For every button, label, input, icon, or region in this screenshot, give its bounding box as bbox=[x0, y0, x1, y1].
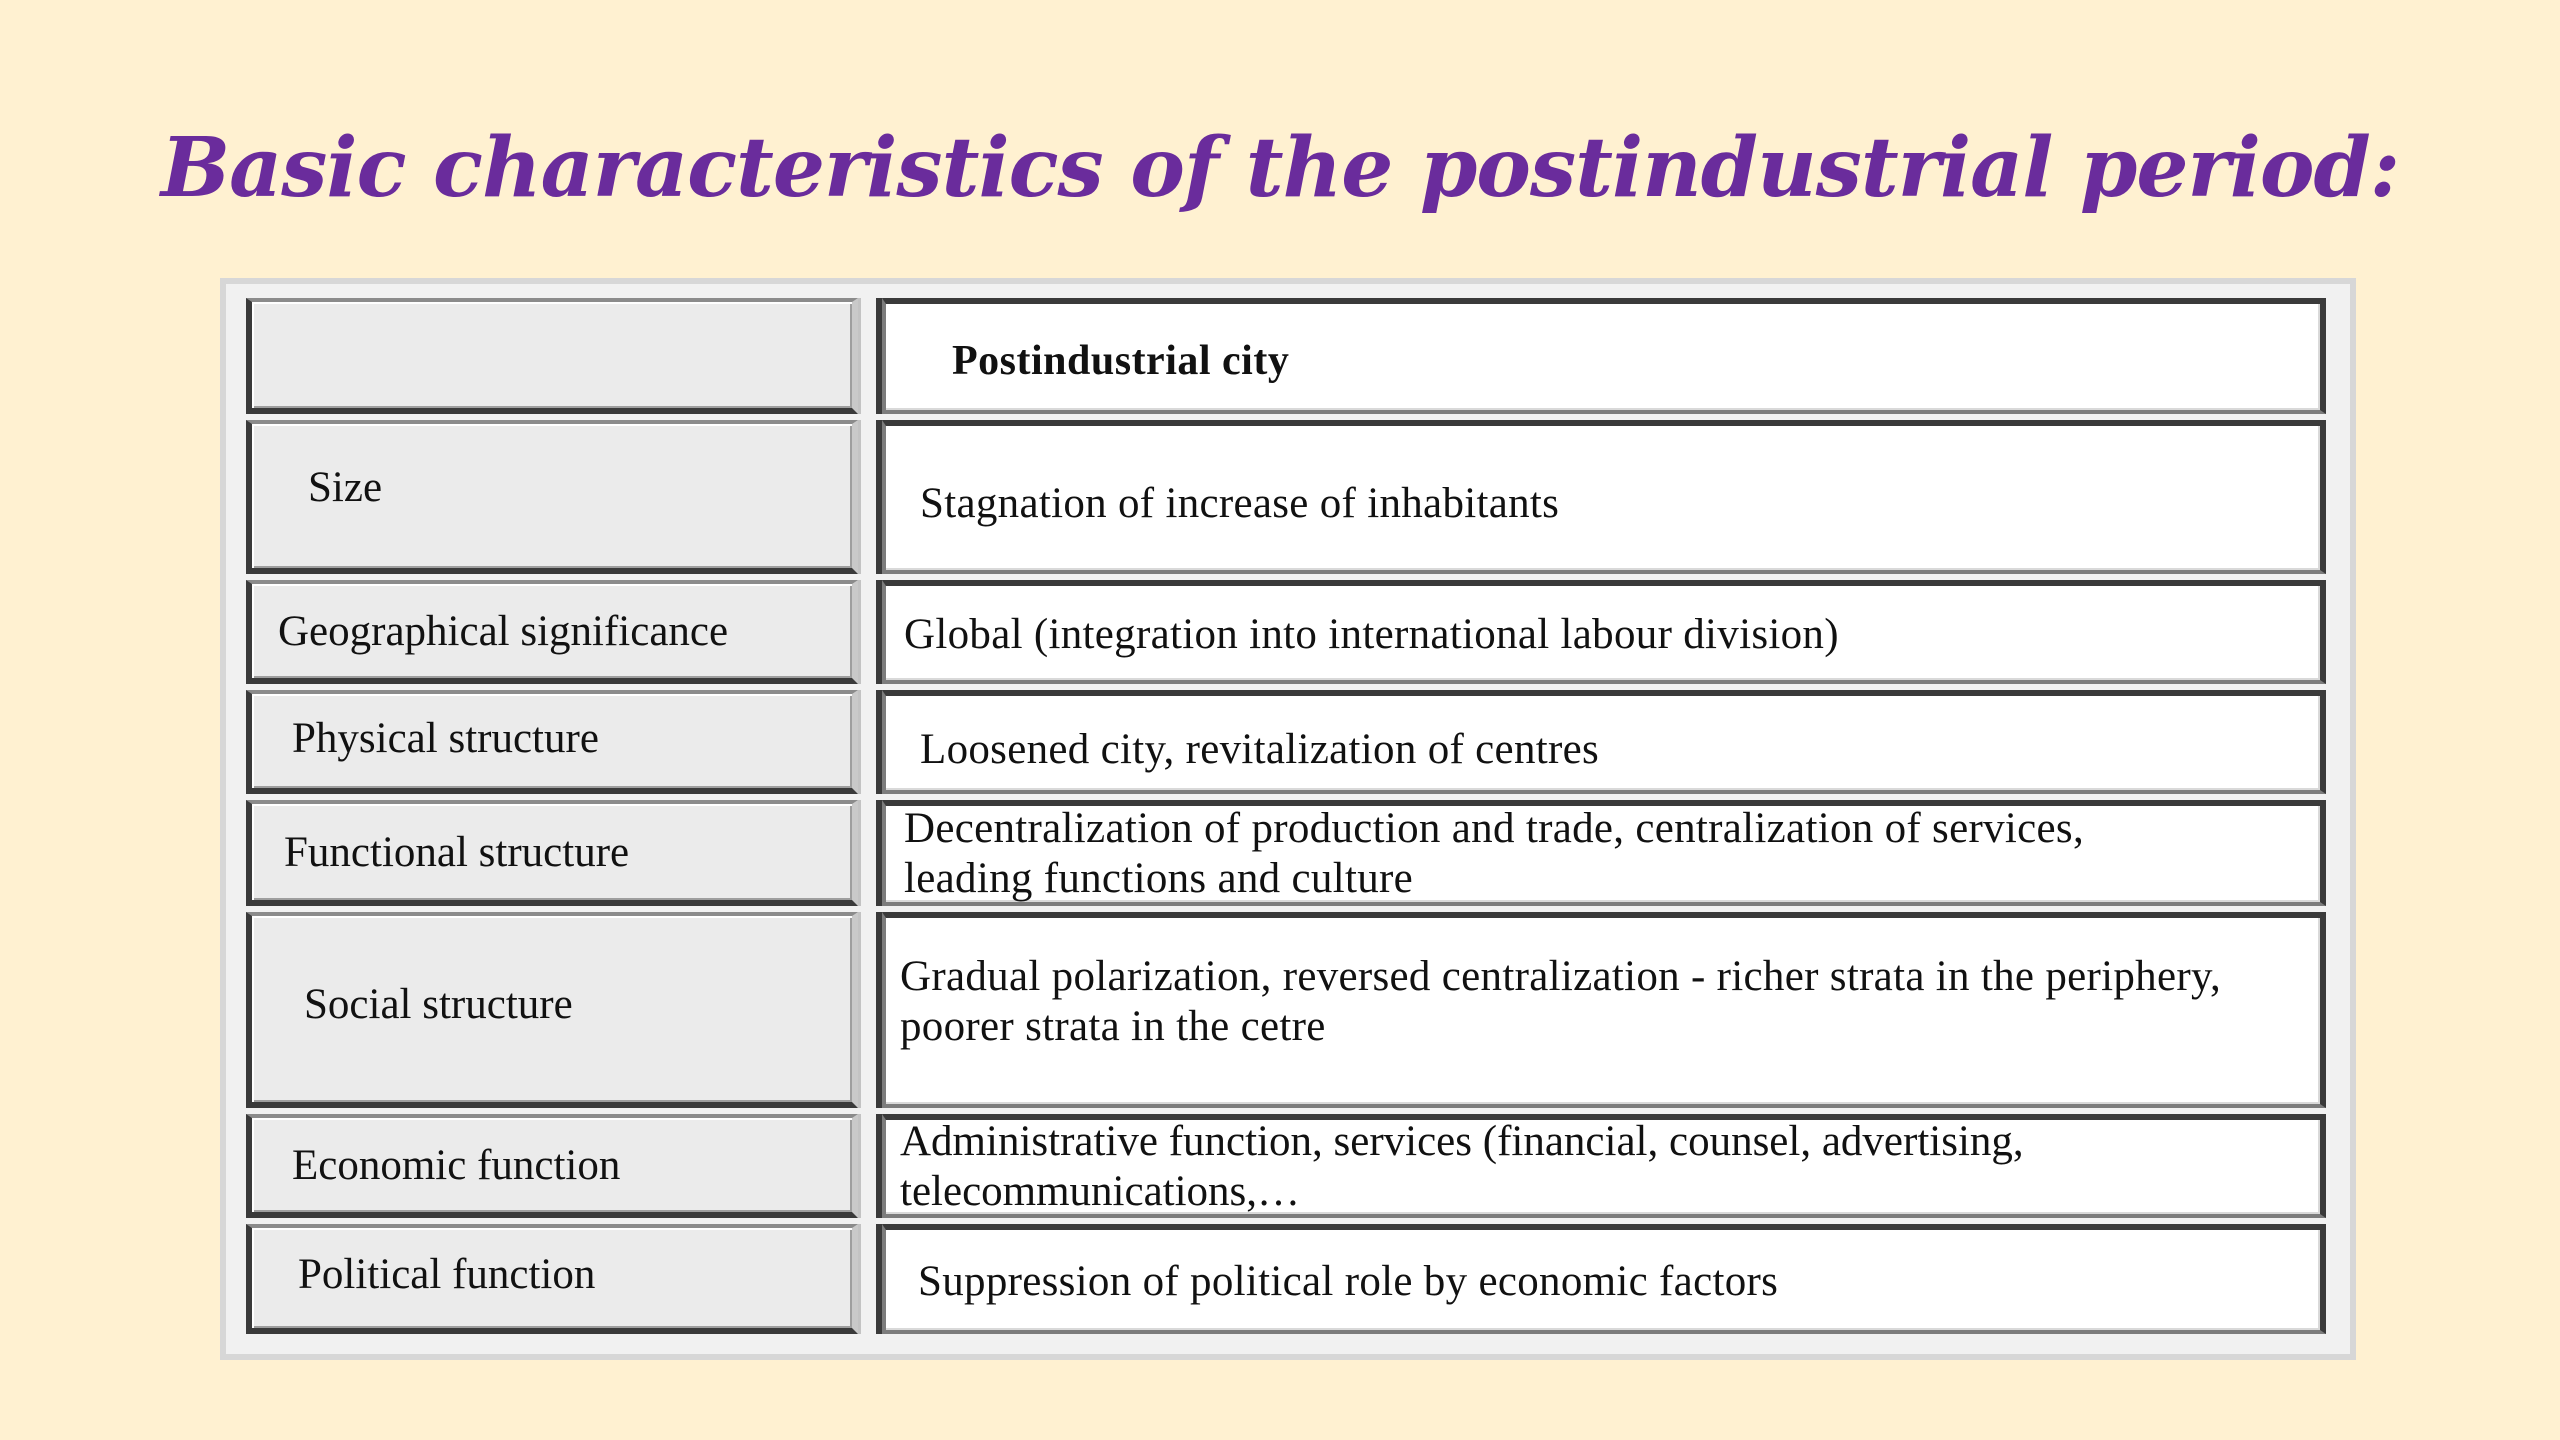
table-corner-cell bbox=[246, 298, 858, 414]
row-value-functional-structure: Decentralization of production and trade, centralization of services, leading functions and culture bbox=[904, 805, 2084, 902]
cell-separator bbox=[858, 690, 882, 794]
row-value-economic-function: Administrative function, services (financial, counsel, advertising, telecommunications,… bbox=[900, 1118, 2024, 1215]
row-value-political-function: Suppression of political role by economic factors bbox=[918, 1258, 1779, 1305]
row-value-cell bbox=[882, 912, 2326, 1108]
cell-separator bbox=[858, 580, 882, 684]
row-label-economic-function: Economic function bbox=[292, 1141, 621, 1189]
row-label-cell bbox=[246, 690, 858, 794]
row-value-size: Stagnation of increase of inhabitants bbox=[920, 480, 1560, 527]
row-value-cell bbox=[882, 1114, 2326, 1218]
row-value-cell bbox=[882, 690, 2326, 794]
characteristics-table bbox=[220, 278, 2356, 1360]
cell-separator bbox=[858, 912, 882, 1108]
row-value-cell bbox=[882, 580, 2326, 684]
table-row bbox=[246, 1224, 2326, 1334]
table-header-row bbox=[246, 298, 2326, 414]
table-row bbox=[246, 690, 2326, 794]
row-value-cell bbox=[882, 420, 2326, 574]
slide-title: Basic characteristics of the postindustrial period: bbox=[160, 120, 2400, 216]
row-value-social-structure: Gradual polarization, reversed centralization - richer strata in the periphery, poorer strata in the cetre bbox=[900, 953, 2222, 1050]
row-value-geographical-significance: Global (integration into international labour division) bbox=[904, 611, 1839, 658]
row-value-cell bbox=[882, 800, 2326, 906]
row-value-cell bbox=[882, 1224, 2326, 1334]
row-label-cell bbox=[246, 420, 858, 574]
row-label-geographical-significance: Geographical significance bbox=[278, 607, 729, 655]
row-label-functional-structure: Functional structure bbox=[284, 828, 630, 876]
row-label-political-function: Political function bbox=[298, 1250, 596, 1298]
row-label-cell bbox=[246, 580, 858, 684]
table-header-cell bbox=[882, 298, 2326, 414]
table-row bbox=[246, 1114, 2326, 1218]
cell-separator bbox=[858, 1114, 882, 1218]
row-label-cell bbox=[246, 1224, 858, 1334]
column-header-postindustrial-city: Postindustrial city bbox=[952, 338, 1290, 384]
cell-separator bbox=[858, 420, 882, 574]
row-label-cell bbox=[246, 800, 858, 906]
row-label-cell bbox=[246, 1114, 858, 1218]
cell-separator bbox=[858, 298, 882, 414]
cell-separator bbox=[858, 800, 882, 906]
row-label-size: Size bbox=[308, 463, 383, 511]
row-label-social-structure: Social structure bbox=[304, 980, 573, 1028]
table-row bbox=[246, 912, 2326, 1108]
row-label-cell bbox=[246, 912, 858, 1108]
table-row bbox=[246, 420, 2326, 574]
table-row bbox=[246, 800, 2326, 906]
table-row bbox=[246, 580, 2326, 684]
row-label-physical-structure: Physical structure bbox=[292, 714, 599, 762]
cell-separator bbox=[858, 1224, 882, 1334]
row-value-physical-structure: Loosened city, revitalization of centres bbox=[920, 726, 1600, 773]
